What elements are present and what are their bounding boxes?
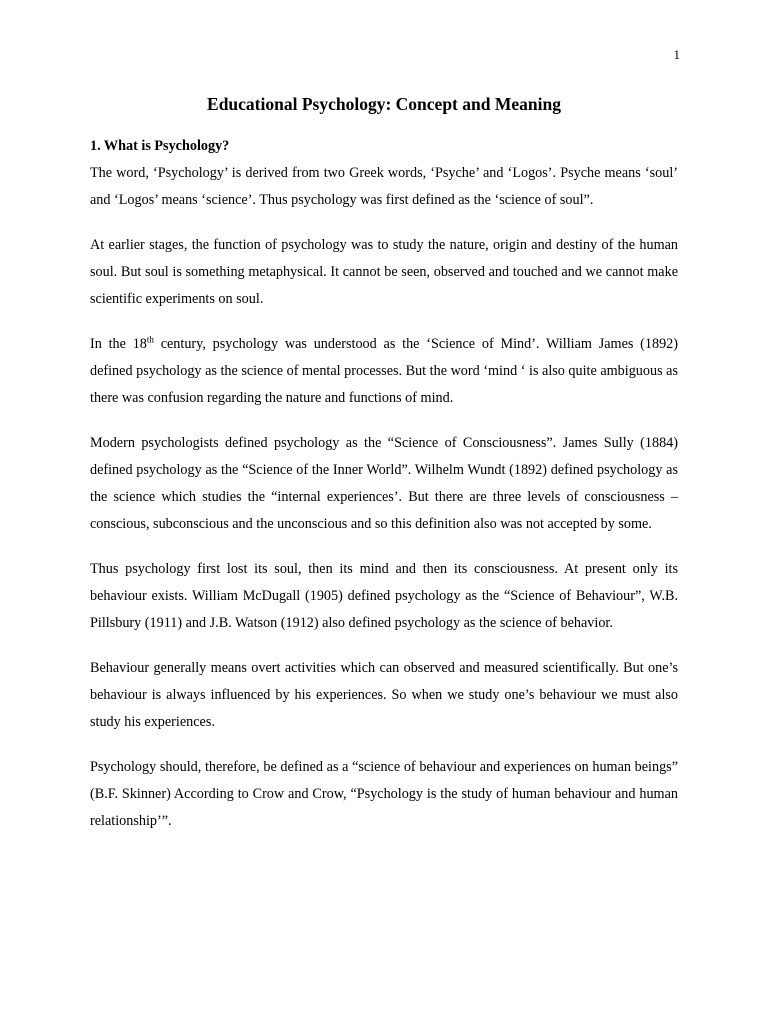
section-heading: 1. What is Psychology? xyxy=(90,138,230,154)
page-number: 1 xyxy=(673,47,680,62)
paragraph-2: At earlier stages, the function of psychology was to study the nature, origin and destiny of the human soul. But soul is something metaphysical. It cannot be seen, observed and touched and we cannot make scientific experiments on soul. xyxy=(90,237,678,307)
paragraph-3-superscript: th xyxy=(146,334,154,345)
paragraph-3-rest: century, psychology was understood as the ‘Science of Mind’. William James (1892) defined psychology as the science of mental processes. But the word ‘mind ‘ is also quite ambiguous as there was confusion regarding the nature and functions of mind. xyxy=(90,336,678,406)
paragraph-6: Behaviour generally means overt activities which can observed and measured scientifically. But one’s behaviour is always influenced by his experiences. So when we study one’s behaviour we must also study his experiences. xyxy=(90,660,678,730)
paragraph-3-start: In the 18 xyxy=(90,336,147,352)
document-body xyxy=(90,133,678,853)
paragraph-3 xyxy=(90,331,678,412)
document-title: Educational Psychology: Concept and Meaning xyxy=(207,94,561,114)
paragraph-7: Psychology should, therefore, be defined as a “science of behaviour and experiences on human beings” (B.F. Skinner) According to Crow and Crow, “Psychology is the study of human behaviour and human relationship’”. xyxy=(90,759,678,829)
paragraph-5: Thus psychology first lost its soul, then its mind and then its consciousness. At present only its behaviour exists. William McDugall (1905) defined psychology as the “Science of Behaviour”, W.B. Pillsbury (1911) and J.B. Watson (1912) also defined psychology as the science of behavior. xyxy=(90,561,678,631)
paragraph-1: The word, ‘Psychology’ is derived from two Greek words, ‘Psyche’ and ‘Logos’. Psyche means ‘soul’ and ‘Logos’ means ‘science’. Thus psychology was first defined as the ‘science of soul”. xyxy=(90,165,678,208)
paragraph-4: Modern psychologists defined psychology as the “Science of Consciousness”. James Sully (1884) defined psychology as the “Science of the Inner World”. Wilhelm Wundt (1892) defined psychology as the science which studies the “internal experiences’. But there are three levels of consciousness – conscious, subconscious and the unconscious and so this definition also was not accepted by some. xyxy=(90,435,678,532)
